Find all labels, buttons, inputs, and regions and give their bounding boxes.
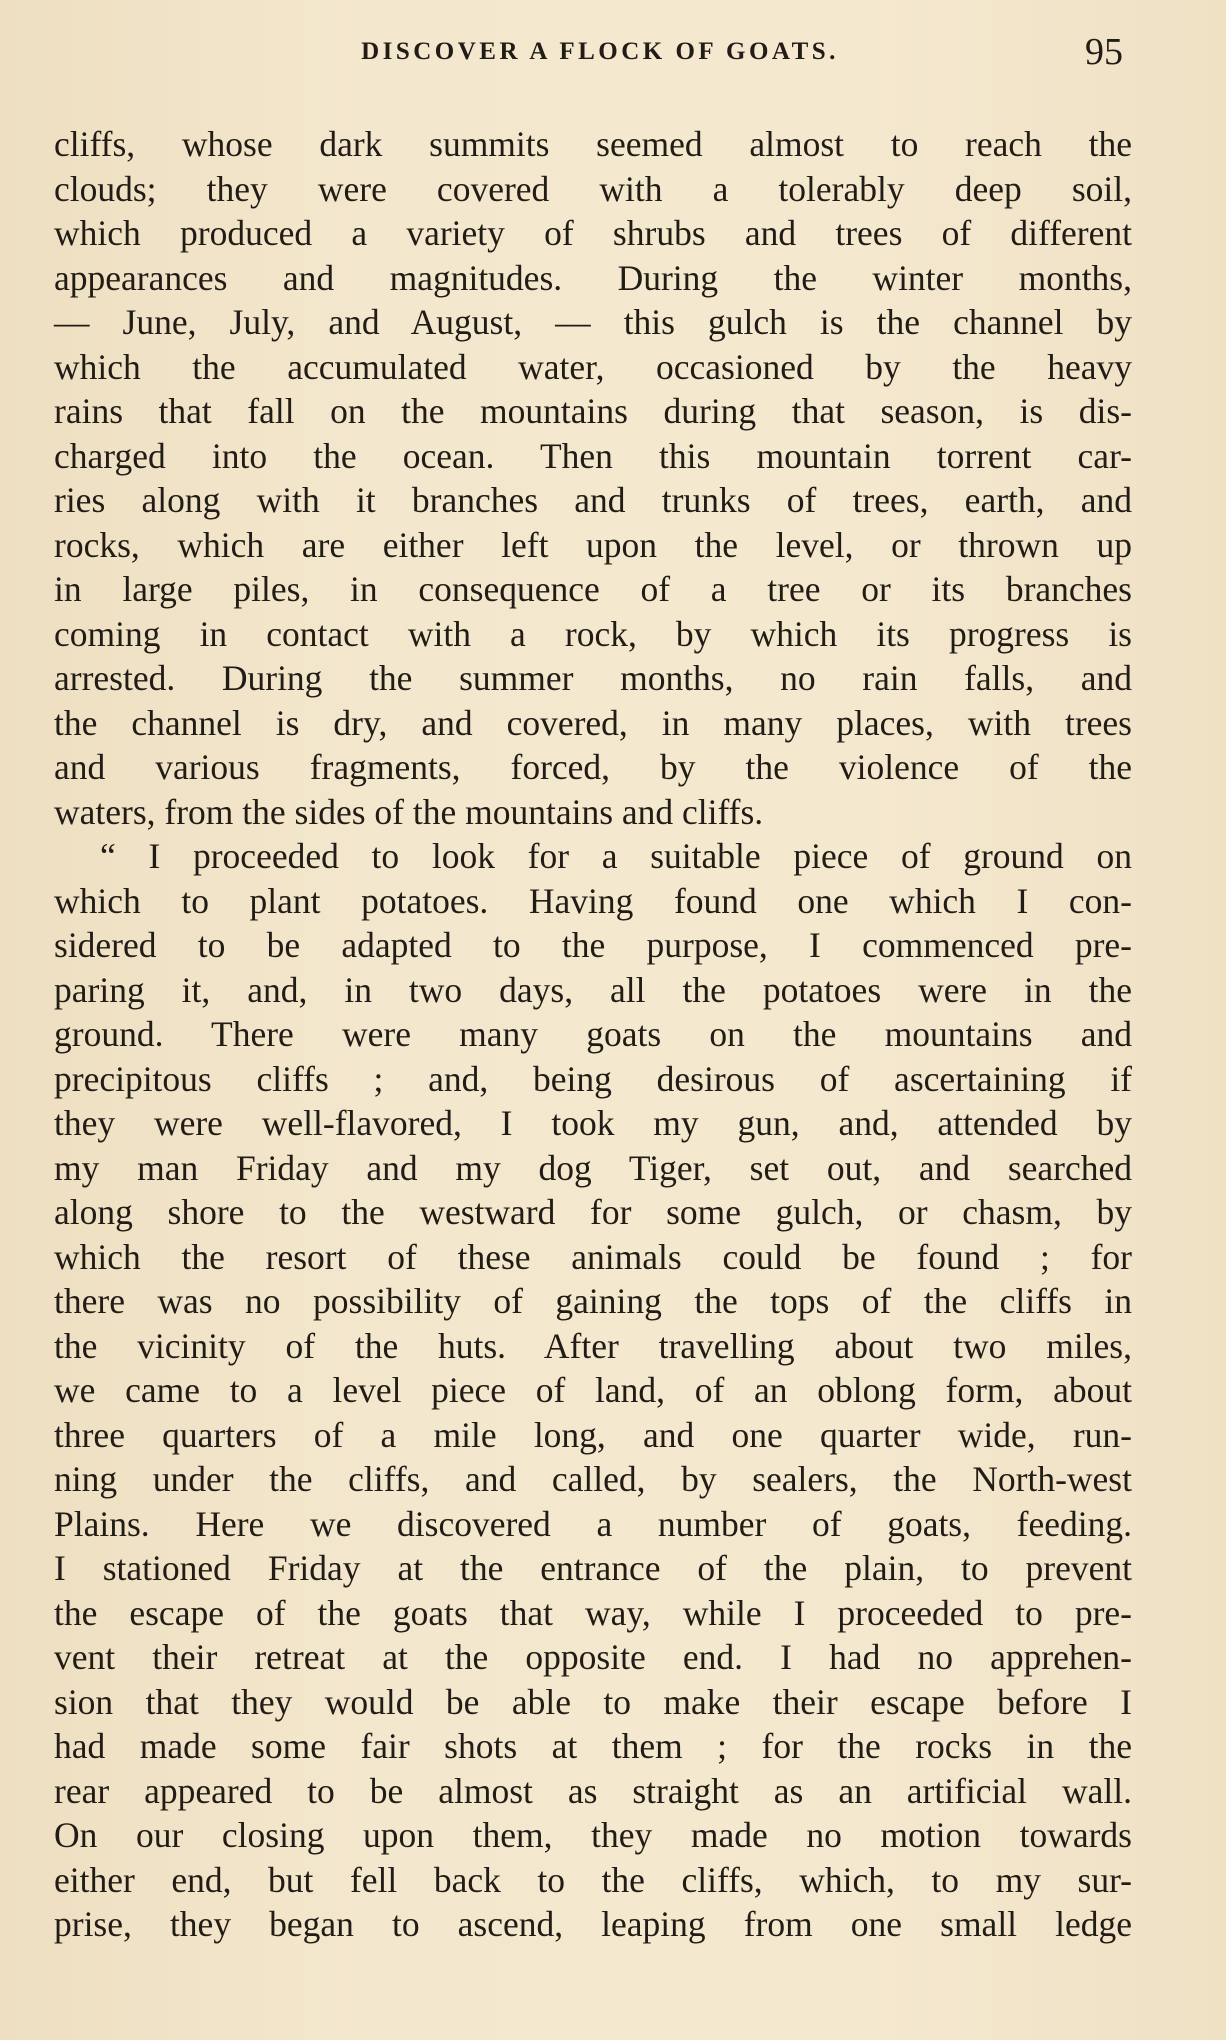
text-line: which produced a variety of shrubs and trees of different <box>54 213 1132 253</box>
body-text <box>54 122 1132 1947</box>
text-line: On our closing upon them, they made no motion towards <box>54 1815 1132 1855</box>
text-line: sion that they would be able to make their escape before I <box>54 1681 1132 1722</box>
paragraph-end-line: waters, from the sides of the mountains and cliffs. <box>54 791 764 832</box>
text-line: the vicinity of the huts. After travelling about two miles, <box>54 1325 1132 1366</box>
text-line: appearances and magnitudes. During the winter months, <box>54 257 1132 298</box>
text-line: ning under the cliffs, and called, by sealers, the North-west <box>54 1459 1132 1499</box>
text-line: which the resort of these animals could be found ; for <box>54 1236 1132 1277</box>
text-line: we came to a level piece of land, of an oblong form, about <box>54 1370 1132 1410</box>
text-line: charged into the ocean. Then this mountain torrent car- <box>54 435 1132 476</box>
text-line: I stationed Friday at the entrance of the plain, to prevent <box>54 1548 1132 1588</box>
text-line: Plains. Here we discovered a number of goats, feeding. <box>54 1503 1132 1544</box>
text-line: they were well-flavored, I took my gun, and, attended by <box>54 1103 1132 1143</box>
text-line: the channel is dry, and covered, in many places, with trees <box>54 702 1132 743</box>
text-line: coming in contact with a rock, by which its progress is <box>54 613 1132 654</box>
text-line: and various fragments, forced, by the violence of the <box>54 747 1132 787</box>
paragraph-start-line: “ I proceeded to look for a suitable piece of ground on <box>100 836 1132 876</box>
text-line: rocks, which are either left upon the level, or thrown up <box>54 524 1132 565</box>
text-line: there was no possibility of gaining the tops of the cliffs in <box>54 1281 1132 1321</box>
text-line: which to plant potatoes. Having found one which I con- <box>54 880 1132 921</box>
text-line: which the accumulated water, occasioned by the heavy <box>54 346 1132 387</box>
text-line: cliffs, whose dark summits seemed almost to reach the <box>54 124 1132 164</box>
text-line: either end, but fell back to the cliffs, which, to my sur- <box>54 1859 1132 1900</box>
text-line: sidered to be adapted to the purpose, I commenced pre- <box>54 925 1132 965</box>
text-line: along shore to the westward for some gulch, or chasm, by <box>54 1192 1132 1232</box>
text-line: prise, they began to ascend, leaping from one small ledge <box>54 1904 1132 1944</box>
text-line: had made some fair shots at them ; for the rocks in the <box>54 1726 1132 1766</box>
text-line: vent their retreat at the opposite end. I had no apprehen- <box>54 1637 1132 1677</box>
text-line: ground. There were many goats on the mountains and <box>54 1014 1132 1054</box>
text-line: the escape of the goats that way, while I proceeded to pre- <box>54 1592 1132 1633</box>
text-line: my man Friday and my dog Tiger, set out, and searched <box>54 1147 1132 1188</box>
page-number: 95 <box>1085 31 1123 73</box>
text-line: — June, July, and August, — this gulch is the channel by <box>54 302 1132 342</box>
text-line: rains that fall on the mountains during that season, is dis- <box>54 391 1132 431</box>
text-line: ries along with it branches and trunks of trees, earth, and <box>54 480 1132 520</box>
text-line: clouds; they were covered with a tolerably deep soil, <box>54 168 1132 209</box>
text-line: in large piles, in consequence of a tree or its branches <box>54 569 1132 609</box>
running-head: DISCOVER A FLOCK OF GOATS. <box>361 38 839 65</box>
text-line: precipitous cliffs ; and, being desirous of ascertaining if <box>54 1058 1132 1099</box>
text-line: paring it, and, in two days, all the potatoes were in the <box>54 969 1132 1010</box>
text-line: arrested. During the summer months, no rain falls, and <box>54 658 1132 698</box>
text-line: three quarters of a mile long, and one quarter wide, run- <box>54 1414 1132 1455</box>
text-line: rear appeared to be almost as straight as an artificial wall. <box>54 1770 1132 1811</box>
